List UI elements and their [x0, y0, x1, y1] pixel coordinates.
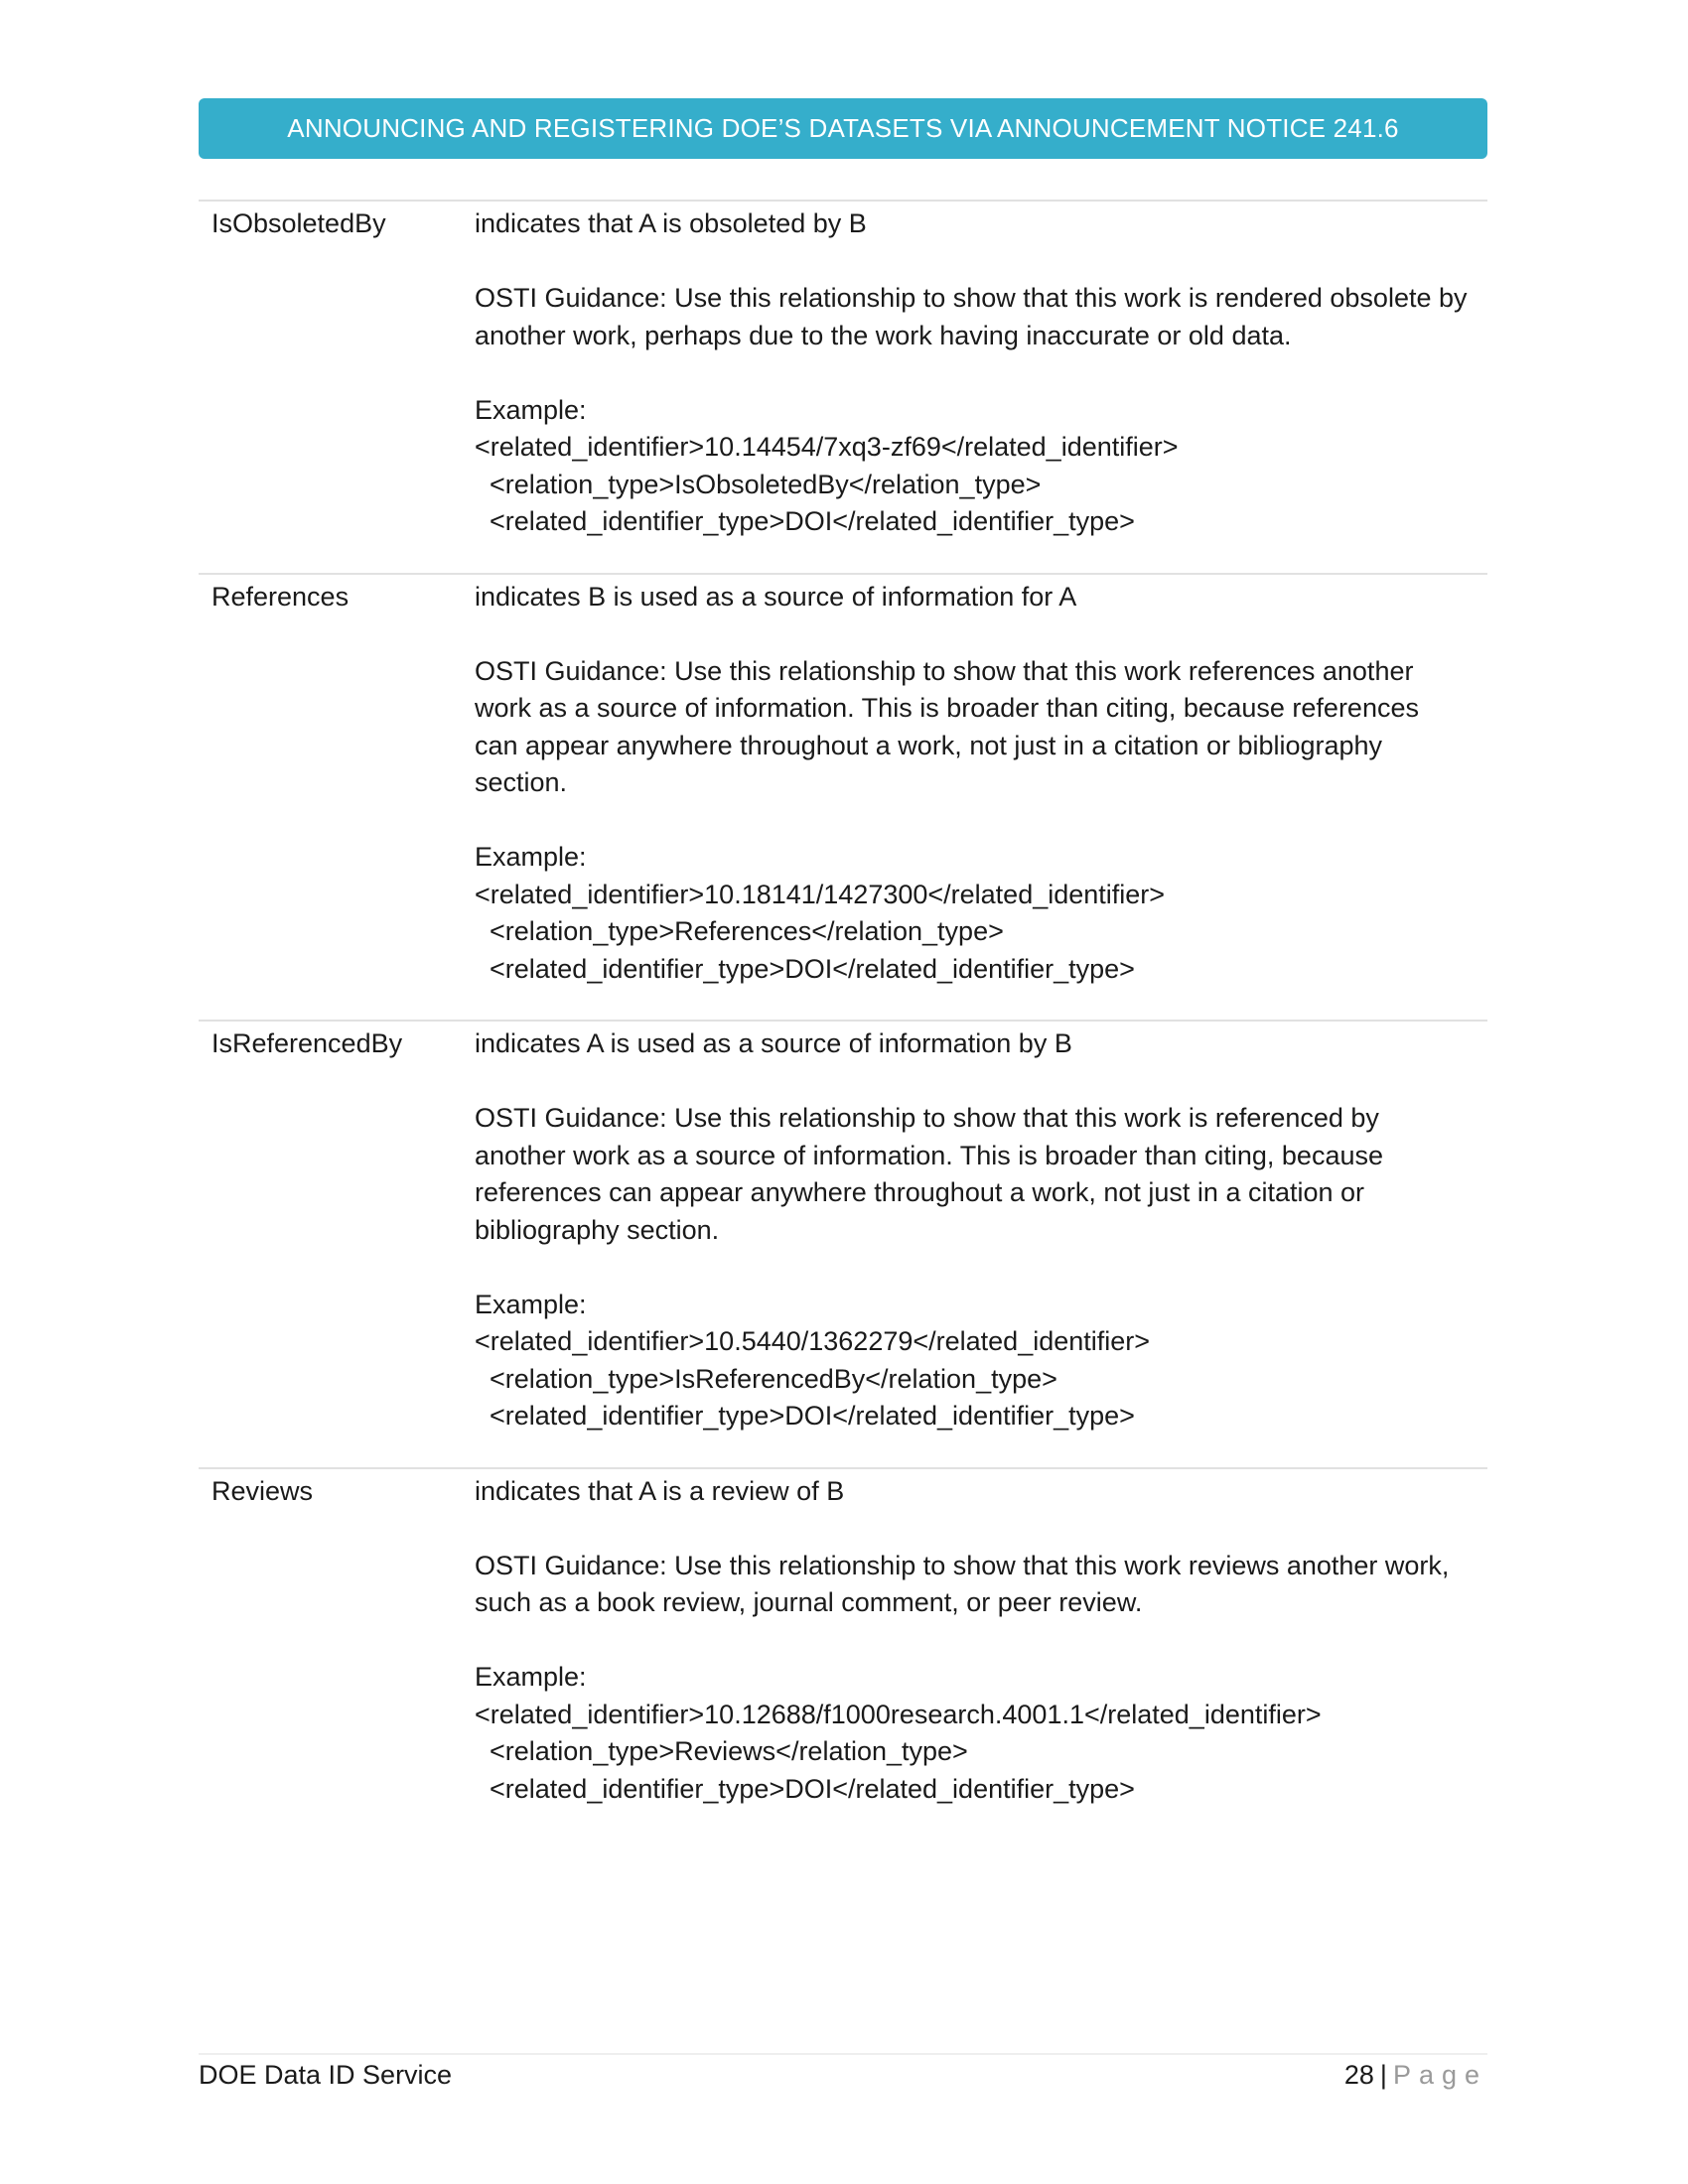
example-code-line: <related_identifier>10.18141/1427300</related_identifier>	[475, 879, 1166, 909]
example-code-line: <related_identifier>10.5440/1362279</related_identifier>	[475, 1326, 1151, 1356]
table-row	[199, 1469, 1487, 1841]
relation-term: Reviews	[211, 1475, 314, 1506]
relation-definition: indicates B is used as a source of information for A	[475, 581, 1077, 612]
example-code-line: <relation_type>IsReferencedBy</relation_type>	[475, 1363, 1057, 1394]
relation-term: IsReferencedBy	[211, 1028, 403, 1058]
osti-guidance: OSTI Guidance: Use this relationship to show that this work references another work as a source of information. This is broader than citing, because references can appear anywhere throughout a work, not just in a citation or bibliography section.	[475, 655, 1419, 797]
relation-description	[475, 1025, 1487, 1435]
example-code-line: <related_identifier_type>DOI</related_identifier_type>	[475, 953, 1135, 984]
relation-description	[475, 1473, 1487, 1809]
page-separator: |	[1379, 2060, 1387, 2090]
osti-guidance: OSTI Guidance: Use this relationship to show that this work is rendered obsolete by another work, perhaps due to the work having inaccurate or old data.	[475, 283, 1468, 350]
example-code-line: <relation_type>Reviews</relation_type>	[475, 1736, 968, 1766]
table-row	[199, 1022, 1487, 1469]
page-number: 28	[1343, 2060, 1374, 2090]
example-code-line: <related_identifier_type>DOI</related_identifier_type>	[475, 1773, 1135, 1804]
example-code-line: <related_identifier>10.14454/7xq3-zf69</related_identifier>	[475, 432, 1179, 462]
osti-guidance: OSTI Guidance: Use this relationship to show that this work is referenced by another work as a source of information. This is broader than citing, because references can appear anywhere throughout a work, not just in a citation or bibliography section.	[475, 1103, 1383, 1245]
page-label: Page	[1392, 2060, 1487, 2090]
relation-description	[475, 205, 1487, 541]
relation-definition: indicates that A is obsoleted by B	[475, 208, 867, 238]
example-code-line: <related_identifier>10.12688/f1000research.4001.1</related_identifier>	[475, 1699, 1322, 1729]
table-row	[199, 575, 1487, 1023]
page-header-banner	[199, 98, 1487, 159]
example-code-line: <related_identifier_type>DOI</related_identifier_type>	[475, 1401, 1135, 1431]
header-title: ANNOUNCING AND REGISTERING DOE’S DATASETS VIA ANNOUNCEMENT NOTICE 241.6	[287, 113, 1399, 143]
example-label: Example:	[475, 1289, 587, 1319]
example-code-line: <related_identifier_type>DOI</related_identifier_type>	[475, 506, 1135, 536]
example-code-line: <relation_type>References</relation_type>	[475, 916, 1004, 946]
example-label: Example:	[475, 1662, 587, 1692]
relation-definition: indicates A is used as a source of information by B	[475, 1028, 1072, 1058]
page-number-footer	[1344, 2055, 1487, 2095]
example-label: Example:	[475, 842, 587, 872]
relation-type-table	[199, 202, 1487, 1840]
relation-term: References	[211, 581, 350, 612]
relation-term: IsObsoletedBy	[211, 208, 386, 238]
example-label: Example:	[475, 394, 587, 425]
osti-guidance: OSTI Guidance: Use this relationship to show that this work reviews another work, such as a book review, journal comment, or peer review.	[475, 1550, 1450, 1617]
footer-service-name: DOE Data ID Service	[199, 2060, 453, 2090]
relation-description	[475, 579, 1487, 989]
table-row	[199, 202, 1487, 575]
example-code-line: <relation_type>IsObsoletedBy</relation_type>	[475, 469, 1042, 499]
relation-definition: indicates that A is a review of B	[475, 1475, 845, 1506]
